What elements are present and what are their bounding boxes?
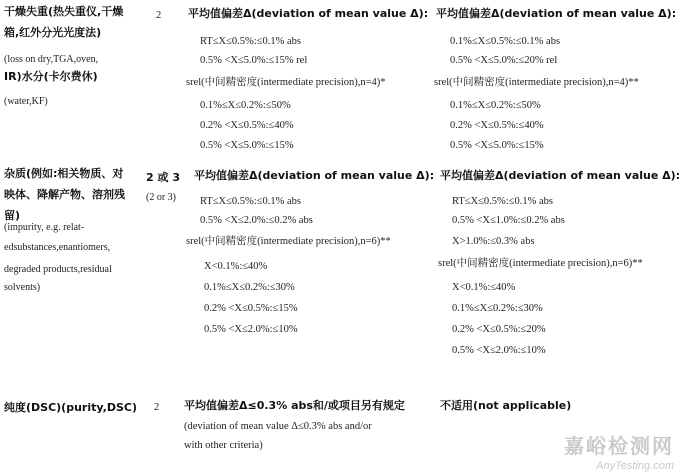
row2-a-line-3: srel(中间精密度(intermediate precision),n=6)** bbox=[186, 236, 391, 247]
row3-a-line-1: 平均值偏差Δ≤0.3% abs和/或项目另有规定 bbox=[184, 399, 405, 412]
row2-b-line-5: X<0.1%:≤40% bbox=[452, 282, 516, 293]
row1-a-line-6: 0.5% <X≤5.0%:≤15% bbox=[200, 140, 294, 151]
row2-a-header: 平均值偏差Δ(deviation of mean value Δ): bbox=[194, 169, 435, 182]
row2-item-en-3: degraded products,residual bbox=[4, 264, 112, 275]
row2-a-line-6: 0.2% <X≤0.5%:≤15% bbox=[204, 303, 298, 314]
row1-item-cn-1: 干燥失重(热失重仪,干燥 bbox=[4, 5, 124, 18]
row2-a-line-2: 0.5% <X≤2.0%:≤0.2% abs bbox=[200, 215, 313, 226]
row1-b-line-4: 0.1%≤X≤0.2%:≤50% bbox=[450, 100, 541, 111]
row2-a-line-4: X<0.1%:≤40% bbox=[204, 261, 268, 272]
row1-a-line-3: srel(中间精密度(intermediate precision),n=4)* bbox=[186, 77, 386, 88]
row2-item-en-1: (impurity, e.g. relat- bbox=[4, 222, 85, 233]
row2-b-line-7: 0.2% <X≤0.5%:≤20% bbox=[452, 324, 546, 335]
row1-level: 2 bbox=[156, 10, 162, 21]
row3-item: 纯度(DSC)(purity,DSC) bbox=[4, 401, 138, 414]
row1-item-en-1: (loss on dry,TGA,oven, bbox=[4, 54, 99, 65]
watermark-cn: 嘉峪检测网 bbox=[564, 434, 674, 458]
row1-b-header: 平均值偏差Δ(deviation of mean value Δ): bbox=[436, 7, 677, 20]
row1-b-line-5: 0.2% <X≤0.5%:≤40% bbox=[450, 120, 544, 131]
row1-b-line-1: 0.1%≤X≤0.5%:≤0.1% abs bbox=[450, 36, 561, 47]
row2-item-cn-2: 映体、降解产物、溶剂残 bbox=[4, 188, 125, 201]
row2-a-line-5: 0.1%≤X≤0.2%:≤30% bbox=[204, 282, 295, 293]
row1-item-en-2: (water,KF) bbox=[4, 96, 48, 107]
row1-a-header: 平均值偏差Δ(deviation of mean value Δ): bbox=[188, 7, 429, 20]
row2-level: 2 或 3 bbox=[146, 171, 180, 184]
row3-level: 2 bbox=[154, 402, 160, 413]
row1-item-cn-2: 箱,红外分光光度法) bbox=[4, 26, 102, 39]
row1-b-line-3: srel(中间精密度(intermediate precision),n=4)** bbox=[434, 77, 639, 88]
row2-b-line-2: 0.5% <X≤1.0%:≤0.2% abs bbox=[452, 215, 565, 226]
row2-a-line-7: 0.5% <X≤2.0%:≤10% bbox=[204, 324, 298, 335]
watermark bbox=[564, 430, 674, 472]
row1-b-line-2: 0.5% <X≤5.0%:≤20% rel bbox=[450, 55, 558, 66]
row2-level-en: (2 or 3) bbox=[146, 192, 176, 203]
row1-a-line-1: RT≤X≤0.5%:≤0.1% abs bbox=[200, 36, 301, 47]
row2-a-line-1: RT≤X≤0.5%:≤0.1% abs bbox=[200, 196, 301, 207]
row1-a-line-5: 0.2% <X≤0.5%:≤40% bbox=[200, 120, 294, 131]
row2-b-line-4: srel(中间精密度(intermediate precision),n=6)** bbox=[438, 258, 643, 269]
row2-b-line-3: X>1.0%:≤0.3% abs bbox=[452, 236, 535, 247]
row2-item-cn-1: 杂质(例如:相关物质、对 bbox=[4, 167, 124, 180]
row3-b-line-1: 不适用(not applicable) bbox=[440, 399, 572, 412]
row1-item-cn-3: IR)水分(卡尔费休) bbox=[4, 70, 98, 83]
row2-b-line-8: 0.5% <X≤2.0%:≤10% bbox=[452, 345, 546, 356]
row1-a-line-4: 0.1%≤X≤0.2%:≤50% bbox=[200, 100, 291, 111]
row2-b-line-1: RT≤X≤0.5%:≤0.1% abs bbox=[452, 196, 553, 207]
row3-a-line-3: with other criteria) bbox=[184, 440, 263, 451]
row1-b-line-6: 0.5% <X≤5.0%:≤15% bbox=[450, 140, 544, 151]
row2-item-en-4: solvents) bbox=[4, 282, 41, 293]
row2-b-header: 平均值偏差Δ(deviation of mean value Δ): bbox=[440, 169, 680, 182]
row2-item-en-2: edsubstances,enantiomers, bbox=[4, 242, 111, 253]
watermark-en: AnyTesting.com bbox=[596, 460, 674, 472]
row3-a-line-2: (deviation of mean value Δ≤0.3% abs and/or bbox=[184, 421, 372, 432]
row2-b-line-6: 0.1%≤X≤0.2%:≤30% bbox=[452, 303, 543, 314]
row2-item-cn-3: 留) bbox=[4, 209, 21, 222]
row1-a-line-2: 0.5% <X≤5.0%:≤15% rel bbox=[200, 55, 308, 66]
